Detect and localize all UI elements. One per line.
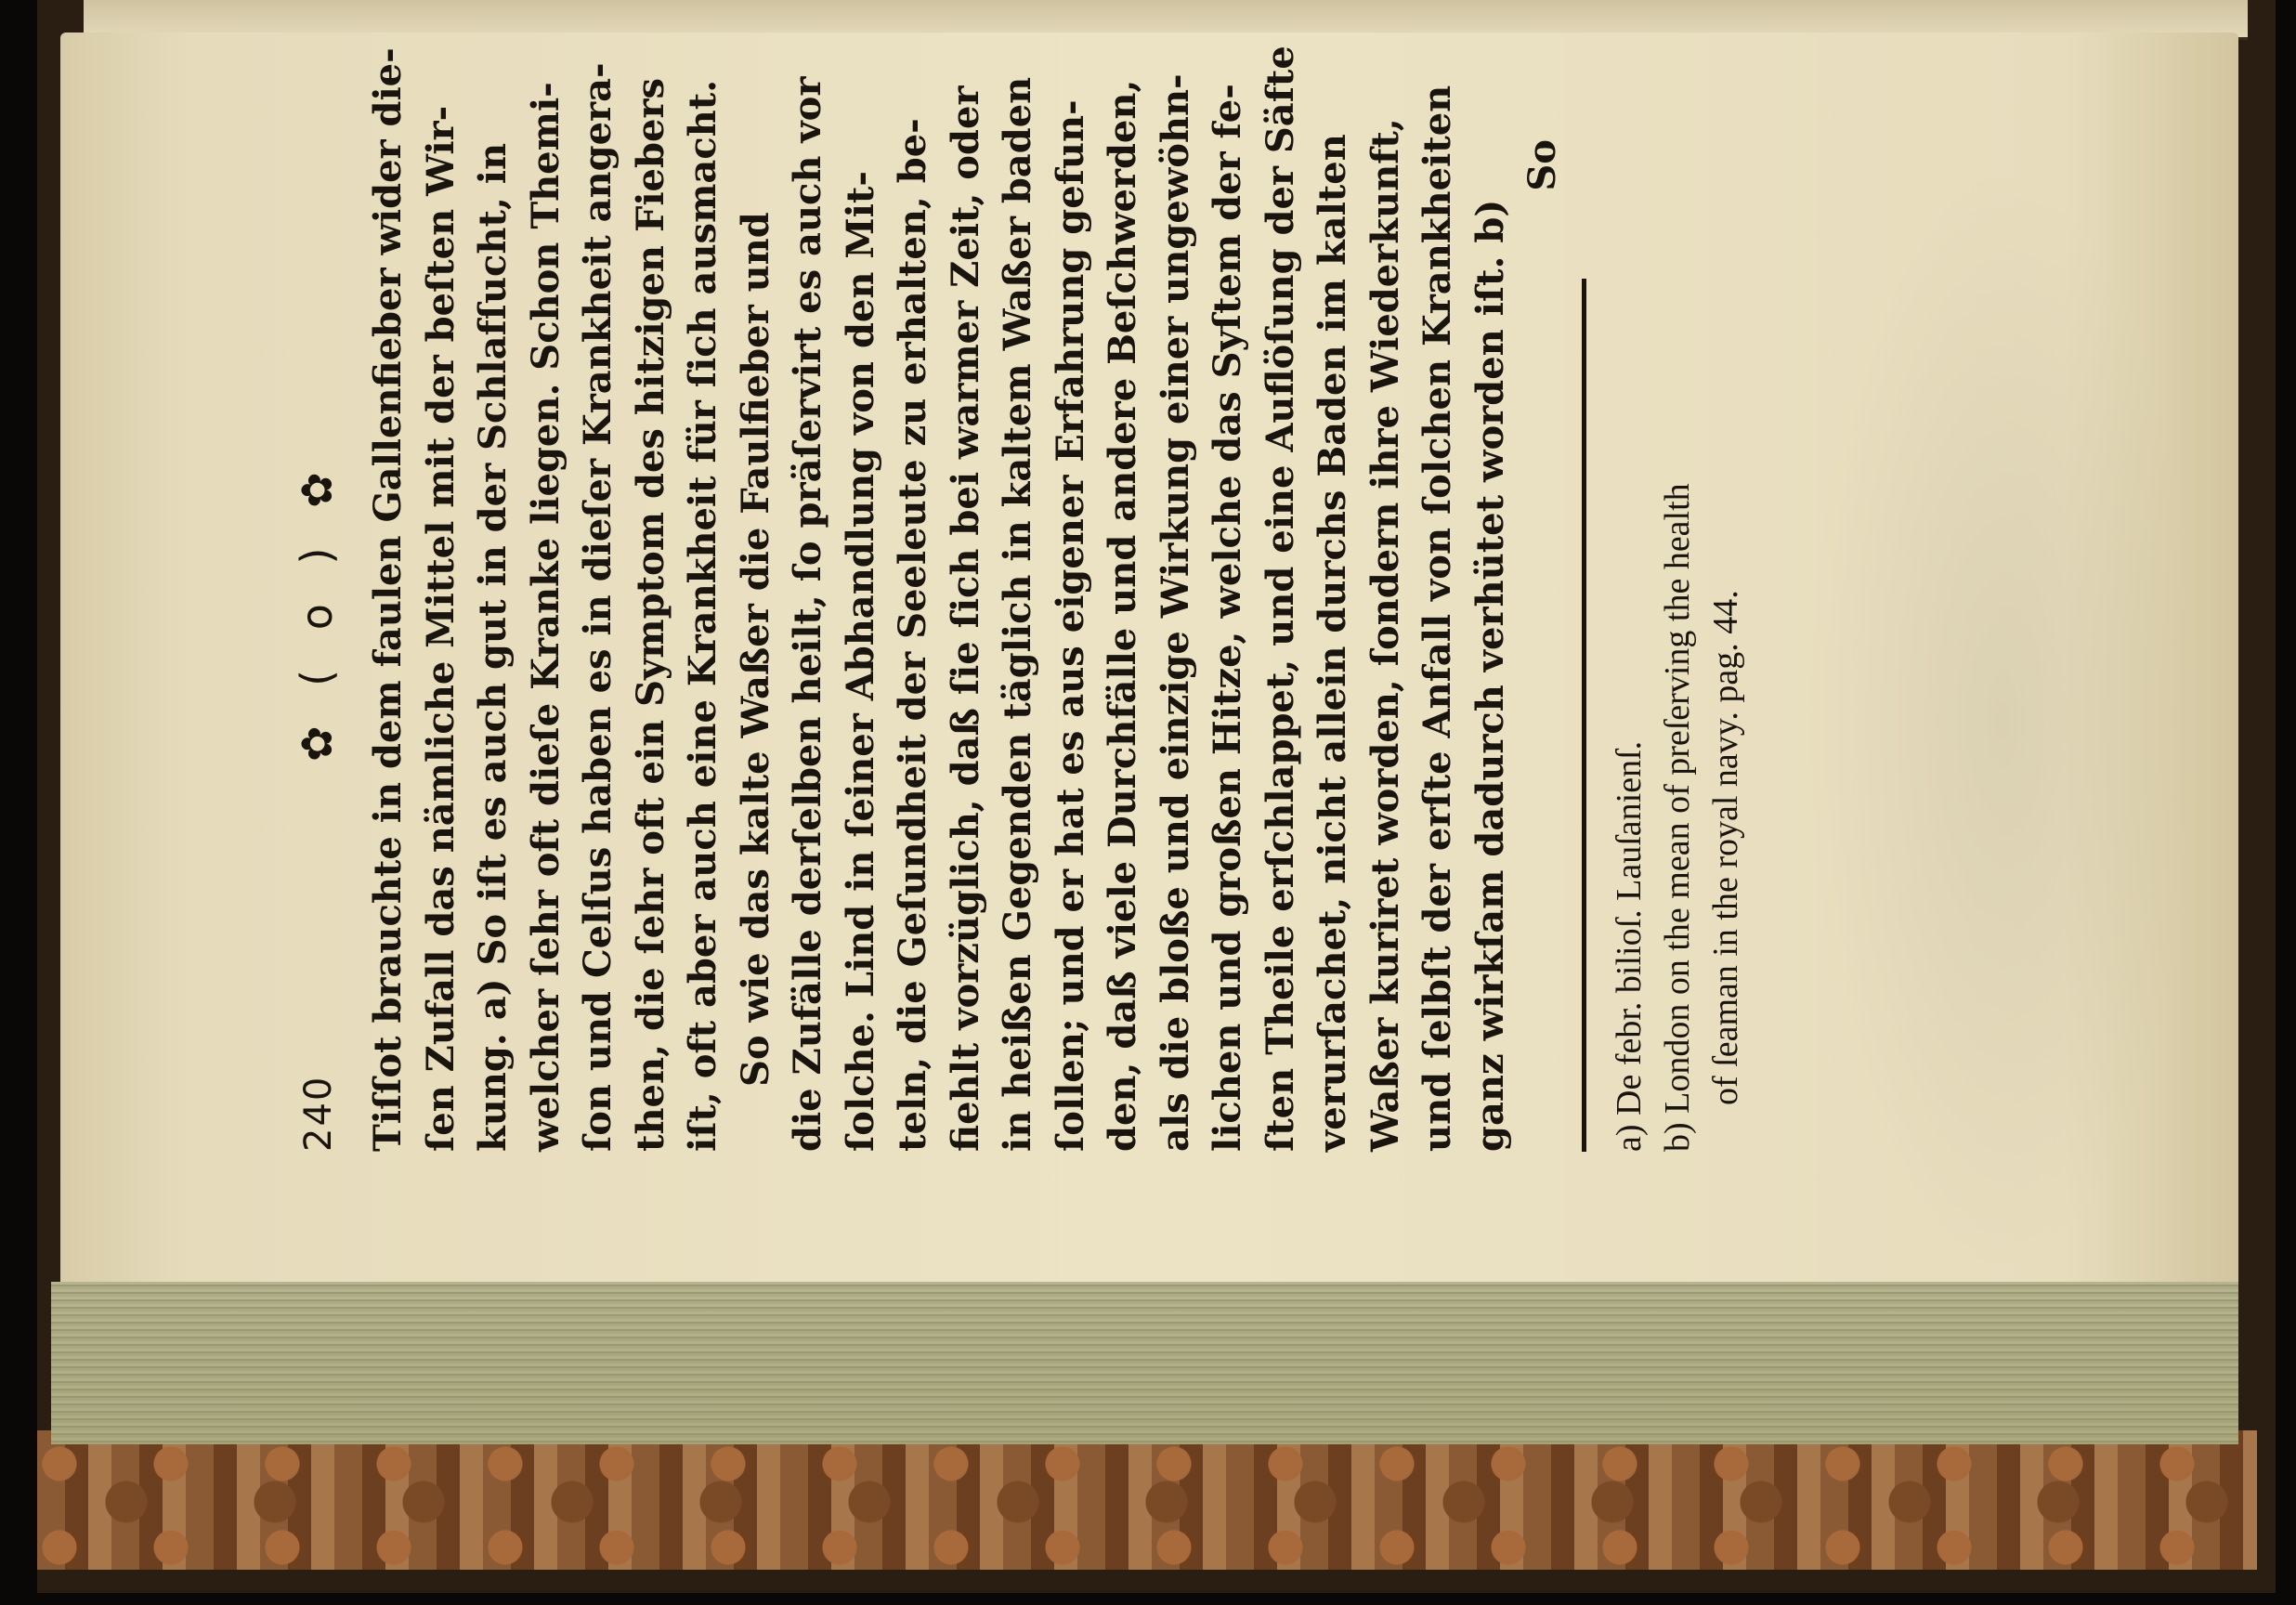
- page-number: 240: [297, 1075, 340, 1152]
- body-text: [362, 46, 1517, 1152]
- text-line: then, die ſehr oft ein Symptom des hitzigen Fiebers: [628, 78, 672, 1152]
- text-line: den, daß viele Durchfälle und andere Beſchwerden,: [1101, 79, 1144, 1152]
- text-line: kung. a) So iſt es auch gut in der Schlafſucht, in: [471, 142, 515, 1152]
- footnote-b-continuation: of ſeaman in the royal navy. pag. 44.: [1706, 590, 1745, 1105]
- footnote-rule: [1582, 279, 1586, 1152]
- text-line: ſon und Celſus haben es in dieſer Krankheit angera-: [576, 62, 620, 1152]
- text-line: Waßer kuriret worden, ſondern ihre Wiederkunft,: [1363, 118, 1407, 1152]
- marbled-cover-edge: [37, 1430, 2257, 1570]
- text-line: als die bloße und einzige Wirkung einer ungewöhn-: [1153, 73, 1197, 1152]
- text-line: ſollen; und er hat es aus eigener Erfahrung gefun-: [1048, 99, 1092, 1152]
- text-line: ſten Theile erſchlappet, und eine Auflöſung der Säfte: [1258, 46, 1302, 1152]
- text-line: lichen und großen Hitze, welche das Syſtem der fe-: [1206, 84, 1249, 1152]
- rotated-text-block: [288, 46, 1867, 1152]
- text-line: fiehlt vorzüglich, daß ſie ſich bei warmer Zeit, oder: [943, 85, 987, 1152]
- footnote-a: a) De febr. bilioſ. Lauſanienſ.: [1610, 740, 1649, 1152]
- text-line: die Zufälle derſelben heilt, ſo präſervirt es auch vor: [786, 76, 829, 1152]
- text-line: ganz wirkſam dadurch verhütet worden iſt. b): [1468, 199, 1512, 1152]
- running-header: [288, 121, 362, 1152]
- text-line: teln, die Geſundheit der Seeleute zu erhalten, be-: [891, 118, 934, 1152]
- text-line: verurſachet, nicht allein durchs Baden im kalten: [1311, 134, 1354, 1152]
- text-line: ſolche. Lind in ſeiner Abhandlung von den Mit-: [838, 171, 882, 1152]
- text-line: in heißen Gegenden täglich in kaltem Waßer baden: [996, 76, 1039, 1152]
- text-line: Tiſſot brauchte in dem faulen Gallenfieber wider die-: [366, 47, 410, 1152]
- header-ornament: ✿ ( o ) ✿: [292, 459, 342, 762]
- text-line: So wie das kalte Waßer die Faulfieber und: [733, 212, 777, 1087]
- text-line: welcher ſehr oft dieſe Kranke liegen. Schon Themi-: [523, 82, 567, 1152]
- page-block-edge: [51, 1282, 2238, 1444]
- footnotes: [1605, 121, 1750, 1152]
- footnote-b: b) London on the mean of preſerving the health: [1658, 483, 1697, 1152]
- catchword: So: [1520, 139, 1564, 191]
- text-line: iſt, oft aber auch eine Krankheit für ſich ausmacht.: [681, 79, 724, 1152]
- text-line: und ſelbſt der erſte Anfall von ſolchen Krankheiten: [1415, 85, 1459, 1152]
- text-line: ſen Zufall das nämliche Mittel mit der beſten Wir-: [418, 105, 463, 1152]
